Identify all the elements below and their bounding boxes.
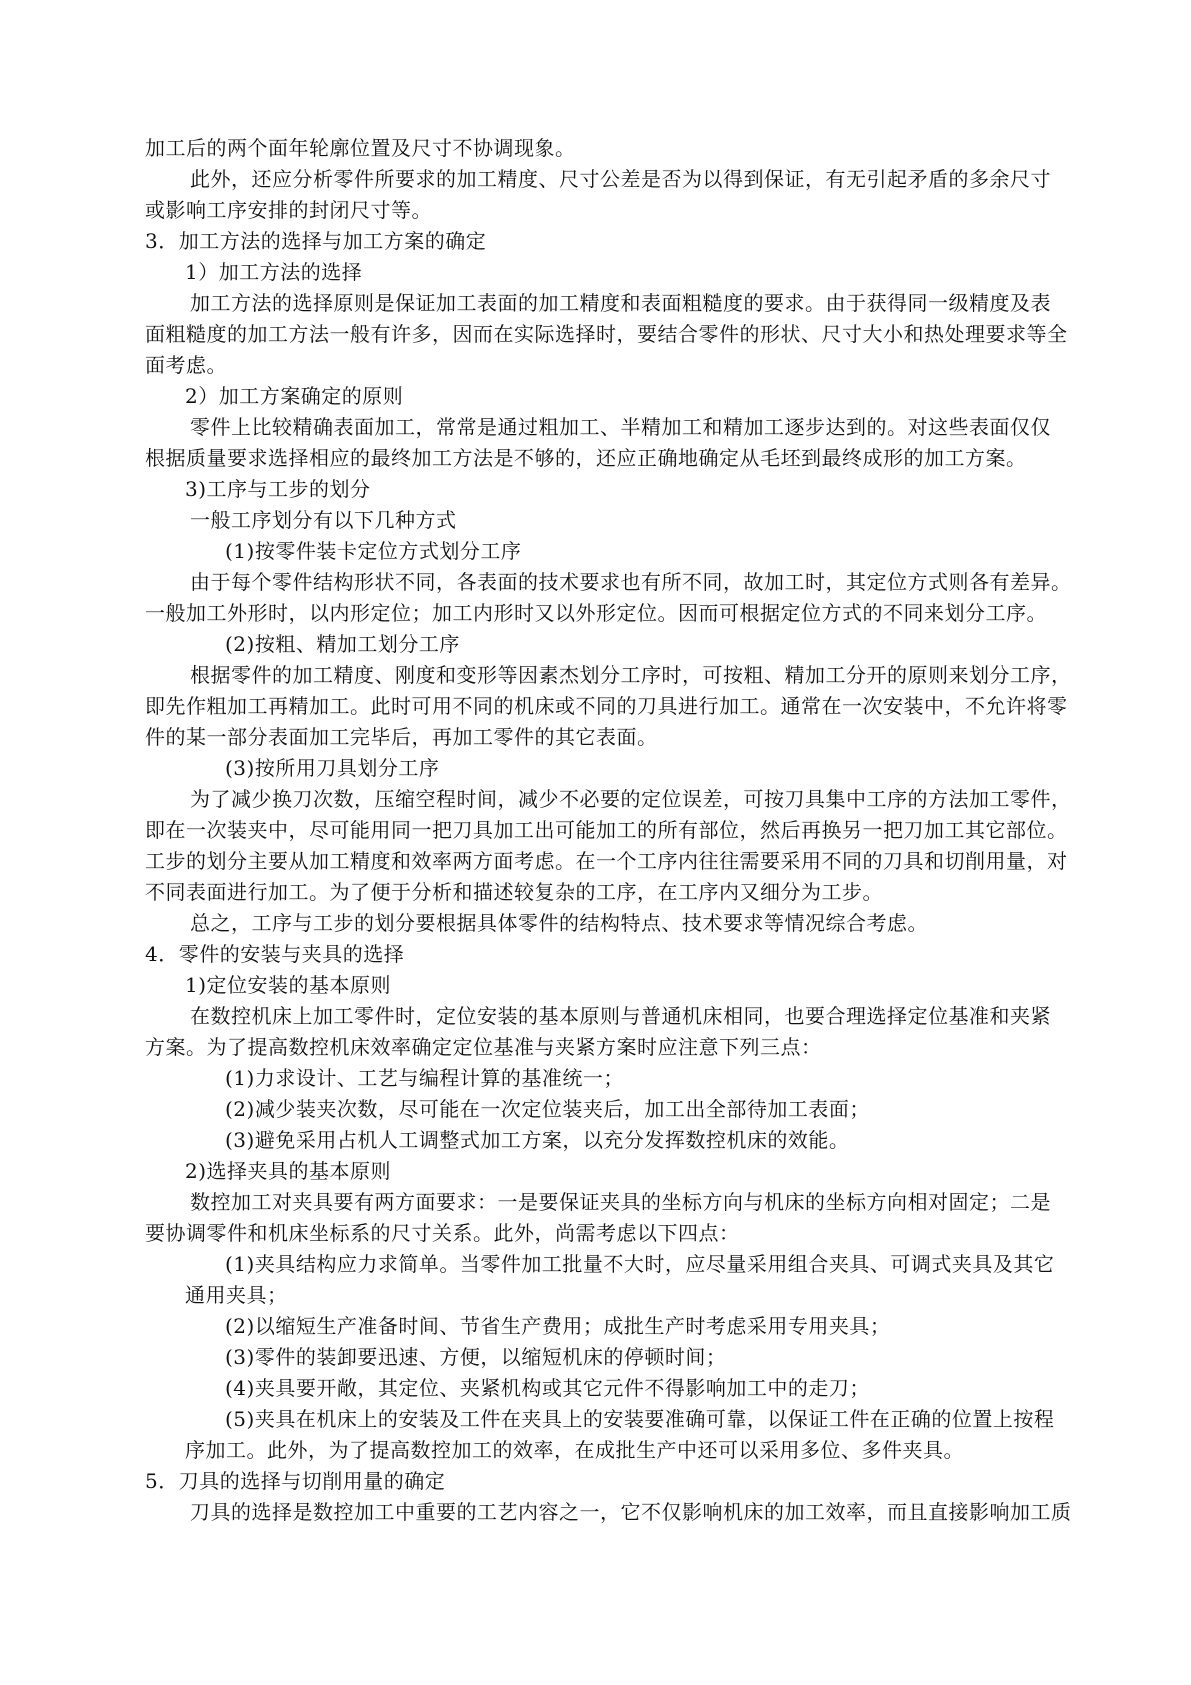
list-item: (1)力求设计、工艺与编程计算的基准统一； <box>225 1066 624 1090</box>
subsection-heading: 1）加工方法的选择 <box>185 260 363 284</box>
list-item: (1)夹具结构应力求简单。当零件加工批量不大时，应尽量采用组合夹具、可调式夹具及其它 <box>225 1252 1055 1276</box>
subsection-heading: 2）加工方案确定的原则 <box>185 384 404 408</box>
paragraph-line: 此外，还应分析零件所要求的加工精度、尺寸公差是否为以得到保证，有无引起矛盾的多余尺寸 <box>190 167 1051 191</box>
section-heading-4: 4．零件的安装与夹具的选择 <box>145 942 405 966</box>
paragraph-line: 根据零件的加工精度、刚度和变形等因素杰划分工序时，可按粗、精加工分开的原则来划分工序， <box>190 663 1072 687</box>
list-item-heading: (3)按所用刀具划分工序 <box>225 756 440 780</box>
paragraph-line: 方案。为了提高数控机床效率确定定位基准与夹紧方案时应注意下列三点： <box>145 1035 822 1059</box>
paragraph-line: 加工方法的选择原则是保证加工表面的加工精度和表面粗糙度的要求。由于获得同一级精度及表 <box>190 291 1051 315</box>
paragraph-line: 数控加工对夹具要有两方面要求：一是要保证夹具的坐标方向与机床的坐标方向相对固定；二是 <box>190 1190 1051 1214</box>
paragraph-line: 工步的划分主要从加工精度和效率两方面考虑。在一个工序内往往需要采用不同的刀具和切削用量，对 <box>145 849 1068 873</box>
list-item-heading: (1)按零件装卡定位方式划分工序 <box>225 539 522 563</box>
paragraph-line: 在数控机床上加工零件时，定位安装的基本原则与普通机床相同，也要合理选择定位基准和夹紧 <box>190 1004 1051 1028</box>
list-item-heading: (2)按粗、精加工划分工序 <box>225 632 460 656</box>
paragraph-line: 一般工序划分有以下几种方式 <box>190 508 457 532</box>
paragraph-line: 即先作粗加工再精加工。此时可用不同的机床或不同的刀具进行加工。通常在一次安装中，不允许将零 <box>145 694 1068 718</box>
paragraph-line: 或影响工序安排的封闭尺寸等。 <box>145 198 432 222</box>
list-item: (3)零件的装卸要迅速、方便，以缩短机床的停顿时间； <box>225 1345 727 1369</box>
section-heading-5: 5．刀具的选择与切削用量的确定 <box>145 1469 446 1493</box>
paragraph-line: 面粗糙度的加工方法一般有许多，因而在实际选择时，要结合零件的形状、尺寸大小和热处理要求等全 <box>145 322 1068 346</box>
paragraph-line: 一般加工外形时，以内形定位；加工内形时又以外形定位。因而可根据定位方式的不同来划分工序。 <box>145 601 1047 625</box>
paragraph-line: 要协调零件和机床坐标系的尺寸关系。此外，尚需考虑以下四点： <box>145 1221 740 1245</box>
paragraph-line: 面考虑。 <box>145 353 227 377</box>
list-item-continuation: 序加工。此外，为了提高数控加工的效率，在成批生产中还可以采用多位、多件夹具。 <box>185 1438 964 1462</box>
list-item: (5)夹具在机床上的安装及工件在夹具上的安装要准确可靠，以保证工件在正确的位置上按程 <box>225 1407 1055 1431</box>
section-heading-3: 3．加工方法的选择与加工方案的确定 <box>145 229 487 253</box>
subsection-heading: 3)工序与工步的划分 <box>185 477 371 501</box>
paragraph-line: 根据质量要求选择相应的最终加工方法是不够的，还应正确地确定从毛坯到最终成形的加工方案。 <box>145 446 1027 470</box>
list-item-continuation: 通用夹具； <box>185 1283 288 1307</box>
list-item: (2)减少装夹次数，尽可能在一次定位装夹后，加工出全部待加工表面； <box>225 1097 870 1121</box>
paragraph-line: 加工后的两个面年轮廓位置及尺寸不协调现象。 <box>145 136 576 160</box>
paragraph-line: 不同表面进行加工。为了便于分析和描述较复杂的工序，在工序内又细分为工步。 <box>145 880 883 904</box>
paragraph-line: 由于每个零件结构形状不同，各表面的技术要求也有所不同，故加工时，其定位方式则各有差异。 <box>190 570 1072 594</box>
paragraph-line: 件的某一部分表面加工完毕后，再加工零件的其它表面。 <box>145 725 658 749</box>
paragraph-line: 刀具的选择是数控加工中重要的工艺内容之一，它不仅影响机床的加工效率，而且直接影响加工质 <box>190 1500 1072 1524</box>
paragraph-line: 为了减少换刀次数，压缩空程时间，减少不必要的定位误差，可按刀具集中工序的方法加工零件， <box>190 787 1072 811</box>
list-item: (2)以缩短生产准备时间、节省生产费用；成批生产时考虑采用专用夹具； <box>225 1314 891 1338</box>
list-item: (4)夹具要开敞，其定位、夹紧机构或其它元件不得影响加工中的走刀； <box>225 1376 870 1400</box>
paragraph-line: 即在一次装夹中，尽可能用同一把刀具加工出可能加工的所有部位，然后再换另一把刀加工其它部位。 <box>145 818 1068 842</box>
subsection-heading: 1)定位安装的基本原则 <box>185 973 392 997</box>
subsection-heading: 2)选择夹具的基本原则 <box>185 1159 392 1183</box>
list-item: (3)避免采用占机人工调整式加工方案，以充分发挥数控机床的效能。 <box>225 1128 850 1152</box>
paragraph-line: 总之，工序与工步的划分要根据具体零件的结构特点、技术要求等情况综合考虑。 <box>190 911 928 935</box>
paragraph-line: 零件上比较精确表面加工，常常是通过粗加工、半精加工和精加工逐步达到的。对这些表面仅仅 <box>190 415 1051 439</box>
